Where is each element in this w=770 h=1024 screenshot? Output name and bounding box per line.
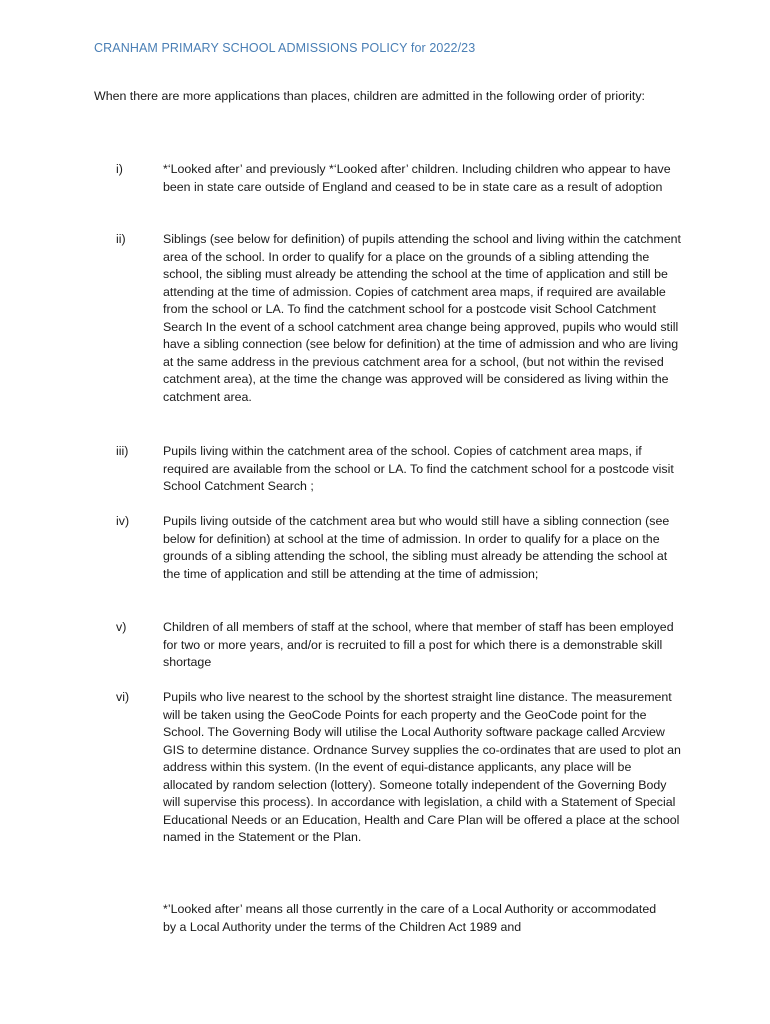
priority-number: iii) <box>116 444 129 458</box>
priority-text: Pupils living outside of the catchment area but who would still have a sibling connection (see below for definition) at school at the time of admission. In order to qualify for a place on the grounds of a sibling attending the school, the sibling must already be attending the school at the time of application and still be attending at the time of admission; <box>163 514 670 581</box>
priority-text: Pupils living within the catchment area of the school. Copies of catchment area maps, if required are available from the school or LA. To find the catchment school for a postcode visit School Catchment Search ; <box>163 444 674 493</box>
priority-number: v) <box>116 620 127 634</box>
priority-text: *‘Looked after’ and previously *‘Looked after’ children. Including children who appear to have been in state care outside of England and ceased to be in state care as a result of adoption <box>163 162 671 194</box>
priority-number: iv) <box>116 514 130 528</box>
priority-text: Children of all members of staff at the school, where that member of staff has been employed for two or more years, and/or is recruited to fill a post for which there is a demonstrable skill shortage <box>163 620 674 669</box>
priority-number: ii) <box>116 232 126 246</box>
document-header: CRANHAM PRIMARY SCHOOL ADMISSIONS POLICY for 2022/23 <box>94 41 476 55</box>
priority-text: Siblings (see below for definition) of pupils attending the school and living within the catchment area of the school. In order to qualify for a place on the grounds of a sibling attending the school, the sibling must already be attending the school at the time of application and still be attending at the time of admission. Copies of catchment area maps, if required are available from the school or LA. To find the catchment school for a postcode visit School Catchment Search In the event of a school catchment area change being approved, pupils who would still have a sibling connection (see below for definition) at the time of admission and who are living at the same address in the previous catchment area for a school, (but not within the revised catchment area), at the time the change was approved will be considered as living within the catchment area. <box>163 232 681 404</box>
priority-number: i) <box>116 162 123 176</box>
priority-number: vi) <box>116 690 130 704</box>
priority-text: Pupils who live nearest to the school by the shortest straight line distance. The measurement will be taken using the GeoCode Points for each property and the GeoCode point for the School. The Governing Body will utilise the Local Authority software package called Arcview GIS to determine distance. Ordnance Survey supplies the co-ordinates that are used to plot an address within this system. (In the event of equi-distance applicants, any place will be allocated by random selection (lottery). Someone totally independent of the Governing Body will supervise this process). In accordance with legislation, a child with a Statement of Special Educational Needs or an Education, Health and Care Plan will be offered a place at the school named in the Statement or the Plan. <box>163 690 681 844</box>
intro-paragraph: When there are more applications than places, children are admitted in the following order of priority: <box>94 89 645 103</box>
footnote-paragraph: *’Looked after’ means all those currently in the care of a Local Authority or accommodated by a Local Authority under the terms of the Children Act 1989 and <box>163 902 657 934</box>
